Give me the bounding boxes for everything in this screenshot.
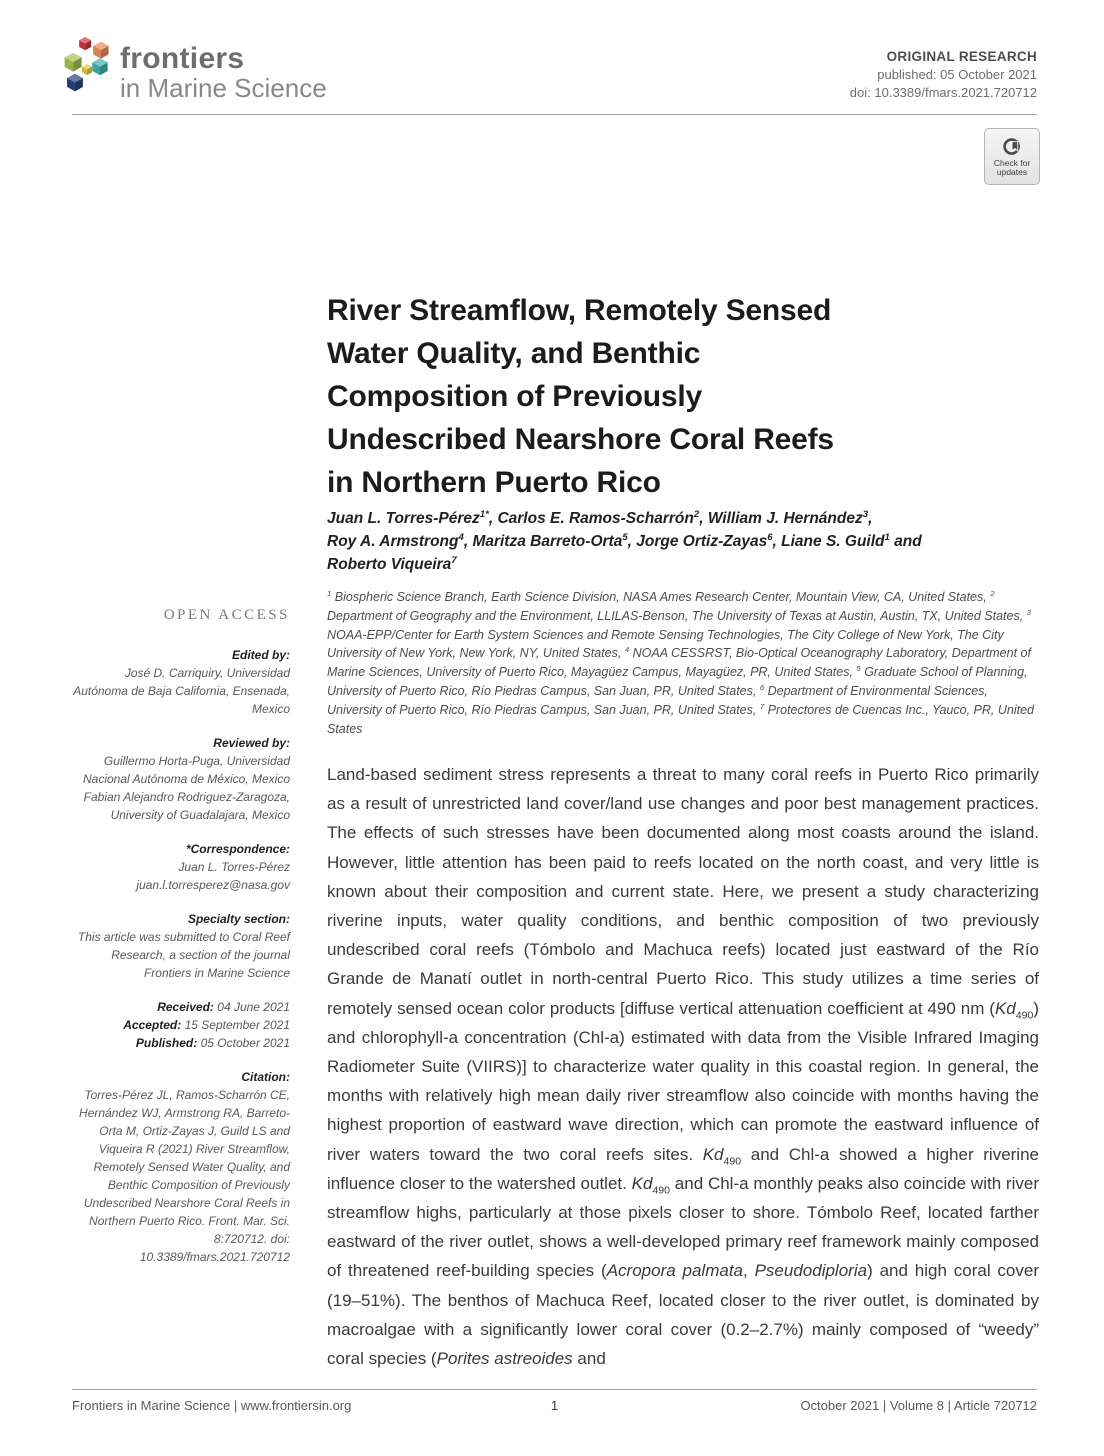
check-updates-label — [994, 159, 1030, 178]
frontiers-logo-icon — [62, 33, 112, 95]
published-date-line: published: 05 October 2021 — [877, 67, 1037, 82]
logo-cube-teal — [92, 58, 107, 75]
article-affiliations: $^1$ Biospheric Science Branch, Earth Science Division, NASA Ames Research Center, Mountain View, CA, United States, $^2$ Department of Geography and the Environment, LLILAS-Benson, The University of Texas at Austin, Austin, TX, United States, $^3$ NOAA-EPP/Center for Earth System Sciences and Remote Sensing Technologies, The City College of New York, The City University of New York, New York, NY, United States, $^4$ NOAA CESSRST, Bio-Optical Oceanography Laboratory, Department of Marine Sciences, University of Puerto Rico, Mayagüez Campus, Mayagüez, PR, United States, $^5$ Graduate School of Planning, University of Puerto Rico, Río Piedras Campus, San Juan, PR, United States, $^6$ Department of Environmental Sciences, University of Puerto Rico, Río Piedras Campus, San Juan, PR, United States, $^7$ Protectores de Cuencas Inc., Yauco, PR, United States — [327, 588, 1034, 736]
logo-cube-yellow — [82, 64, 92, 75]
specialty-section-block — [72, 910, 290, 982]
footer-divider — [72, 1389, 1037, 1390]
header-logo — [62, 33, 327, 103]
reviewed-by-block — [72, 734, 290, 824]
published-row — [72, 1034, 290, 1052]
reviewer-2: Fabian Alejandro Rodriguez-Zaragoza, University of Guadalajara, Mexico — [83, 790, 290, 822]
article-title: River Streamflow, Remotely Sensed Water Quality, and Benthic Composition of Previously Undescribed Nearshore Coral Reefs in Northern Puerto Rico — [327, 294, 834, 500]
correspondence-email[interactable]: juan.l.torresperez@nasa.gov — [136, 878, 290, 892]
logo-cube-orange — [93, 42, 108, 59]
received-row — [72, 998, 290, 1016]
received-date: 04 June 2021 — [217, 1000, 290, 1014]
citation-block — [72, 1068, 290, 1266]
journal-brand-subtitle: in Marine Science — [120, 73, 327, 103]
logo-cube-green — [65, 53, 82, 72]
accepted-row — [72, 1016, 290, 1034]
article-abstract: Land-based sediment stress represents a threat to many coral reefs in Puerto Rico primarily as a result of unrestricted land cover/land use changes and poor best management practices. The effects of such stresses have been documented along most coasts around the island. However, little attention has been paid to reefs located on the north coast, and very little is known about their composition and current state. Here, we present a study characterizing riverine inputs, water quality conditions, and benthic composition of two previously undescribed coral reefs (Tómbolo and Machuca reefs) located just eastward of the Río Grande de Manatí outlet in north-central Puerto Rico. This study utilizes a time series of remotely sensed ocean color products [diffuse vertical attenuation coefficient at 490 nm $(Kd_{490})$ and chlorophyll-a concentration (Chl-a) estimated with data from the Visible Infrared Imaging Radiometer Suite (VIIRS)] to characterize water quality in this coastal region. In general, the months with relatively high mean daily river streamflow also coincide with months having the highest proportion of eastward wave direction, which can promote the eastward influence of river waters toward the two coral reefs sites. $Kd_{490}$ and Chl-a showed a higher riverine influence closer to the watershed outlet. $Kd_{490}$ and Chl-a monthly peaks also coincide with river streamflow highs, particularly at those pixels closer to shore. Tómbolo Reef, located farther eastward of the river outlet, shows a well-developed primary reef framework mainly composed of threatened reef-building species (Acropora palmata, Pseudodiploria) and high coral cover (19–51%). The benthos of Machuca Reef, located closer to the river outlet, is dominated by macroalgae with a significantly lower coral cover (0.2–2.7%) mainly composed of “weedy” coral species (Porites astreoides and — [327, 765, 1040, 1369]
doi-line: doi: 10.3389/fmars.2021.720712 — [849, 85, 1037, 100]
logo-cube-navy — [67, 74, 83, 92]
published-date: 05 October 2021 — [200, 1036, 290, 1050]
open-access-label: OPEN ACCESS — [163, 607, 290, 623]
edited-by-text: José D. Carriquiry, Universidad Autónoma de Baja California, Ensenada, Mexico — [73, 666, 290, 716]
logo-cube-red — [79, 37, 91, 50]
article-type-label: ORIGINAL RESEARCH — [886, 49, 1037, 64]
reviewed-by-label: Reviewed by: — [213, 736, 290, 750]
article-authors: Juan L. Torres-Pérez$^{1*}$, Carlos E. Ramos-Scharrón$^2$, William J. Hernández$^3$, Roy A. Armstrong$^4$, Maritza Barreto-Orta$^5$, Jorge Ortiz-Zayas$^6$, Liane S. Guild$^1$ and Roberto Viqueira$^7$ — [327, 508, 922, 573]
page-number: 1 — [550, 1398, 559, 1413]
check-updates-label-line1: Check for — [993, 157, 1031, 168]
edited-by-block — [72, 646, 290, 718]
journal-brand-name: frontiers — [120, 42, 245, 75]
footer — [72, 1398, 1037, 1413]
accepted-date: 15 September 2021 — [184, 1018, 290, 1032]
article-info-sidebar — [72, 607, 290, 1282]
history-dates-block — [72, 998, 290, 1052]
correspondence-label: *Correspondence: — [185, 842, 290, 856]
check-updates-badge[interactable] — [984, 128, 1040, 185]
specialty-section-label: Specialty section: — [187, 912, 290, 926]
header-meta — [850, 49, 1037, 100]
footer-journal-line: Frontiers in Marine Science | www.frontiersin.org — [72, 1398, 352, 1413]
citation-label: Citation: — [241, 1070, 290, 1084]
correspondence-name: Juan L. Torres-Pérez — [178, 860, 290, 874]
correspondence-block — [72, 840, 290, 894]
published-label: Published: — [135, 1036, 198, 1050]
logo-text — [120, 43, 327, 103]
received-label: Received: — [157, 1000, 214, 1014]
check-updates-icon — [1002, 136, 1023, 157]
reviewer-1: Guillermo Horta-Puga, Universidad Nacional Autónoma de México, Mexico — [83, 754, 290, 786]
specialty-section-text: This article was submitted to Coral Reef Research, a section of the journal Frontiers in Marine Science — [77, 930, 290, 980]
citation-text: Torres-Pérez JL, Ramos-Scharrón CE, Hernández WJ, Armstrong RA, Barreto-Orta M, Ortiz-Zayas J, Guild LS and Viqueira R (2021) River Streamflow, Remotely Sensed Water Quality, and Benthic Composition of Previously Undescribed Nearshore Coral Reefs in Northern Puerto Rico. Front. Mar. Sci. 8:720712. doi: 10.3389/fmars.2021.720712 — [79, 1088, 290, 1264]
header-divider — [72, 114, 1037, 115]
edited-by-label: Edited by: — [231, 648, 290, 662]
accepted-label: Accepted: — [123, 1018, 182, 1032]
footer-issue-line: October 2021 | Volume 8 | Article 720712 — [800, 1398, 1038, 1413]
check-updates-label-line2: updates — [996, 167, 1028, 177]
